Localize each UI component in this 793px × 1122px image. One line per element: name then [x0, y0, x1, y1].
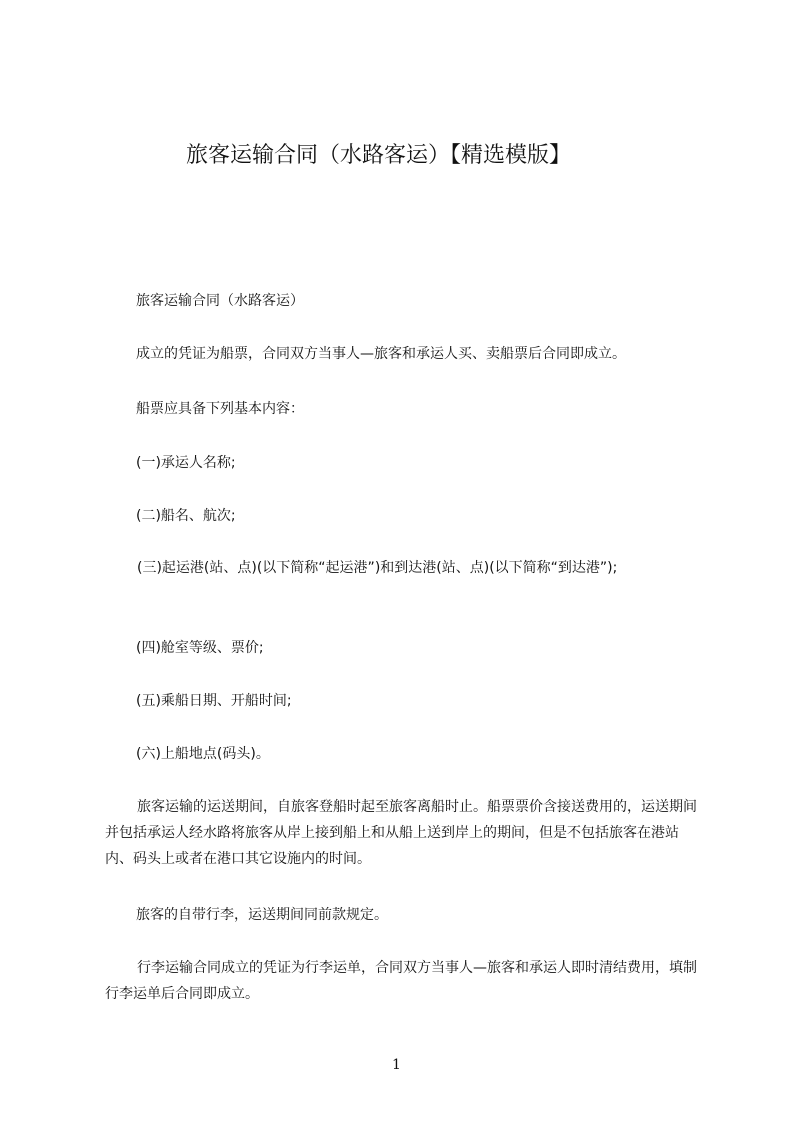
list-item-cabin-fare: (四)舱室等级、票价;	[136, 640, 264, 656]
list-item-carrier-name: (一)承运人名称;	[136, 455, 236, 471]
list-item-ports: (三)起运港(站、点)(以下简称“起运港”)和到达港(站、点)(以下简称“到达港”);	[137, 560, 618, 576]
document-title: 旅客运输合同（水路客运）【精选模版】	[186, 143, 572, 168]
list-item-boarding-location: (六)上船地点(码头)。	[136, 746, 270, 762]
paragraph-transport-period: 旅客运输的运送期间，自旅客登船时起至旅客离船时止。船票票价含接送费用的，运送期间并包括承运人经水路将旅客从岸上接到船上和从船上送到岸上的期间，但是不包括旅客在港站内、码头上或者在港口其它设施内的时间。	[105, 799, 697, 867]
paragraph-ticket-contents-intro: 船票应具备下列基本内容：	[136, 401, 304, 417]
paragraph-subtitle: 旅客运输合同（水路客运）	[136, 293, 304, 309]
paragraph-carry-on-luggage: 旅客的自带行李，运送期间同前款规定。	[136, 907, 388, 923]
paragraph-luggage-contract: 行李运输合同成立的凭证为行李运单，合同双方当事人—旅客和承运人即时清结费用，填制行李运单后合同即成立。	[105, 960, 697, 1002]
list-item-ship-voyage: (二)船名、航次;	[136, 508, 236, 524]
page-number: 1	[392, 1057, 401, 1073]
list-item-date-time: (五)乘船日期、开船时间;	[136, 693, 292, 709]
paragraph-contract-formation: 成立的凭证为船票，合同双方当事人—旅客和承运人买、卖船票后合同即成立。	[136, 346, 626, 362]
